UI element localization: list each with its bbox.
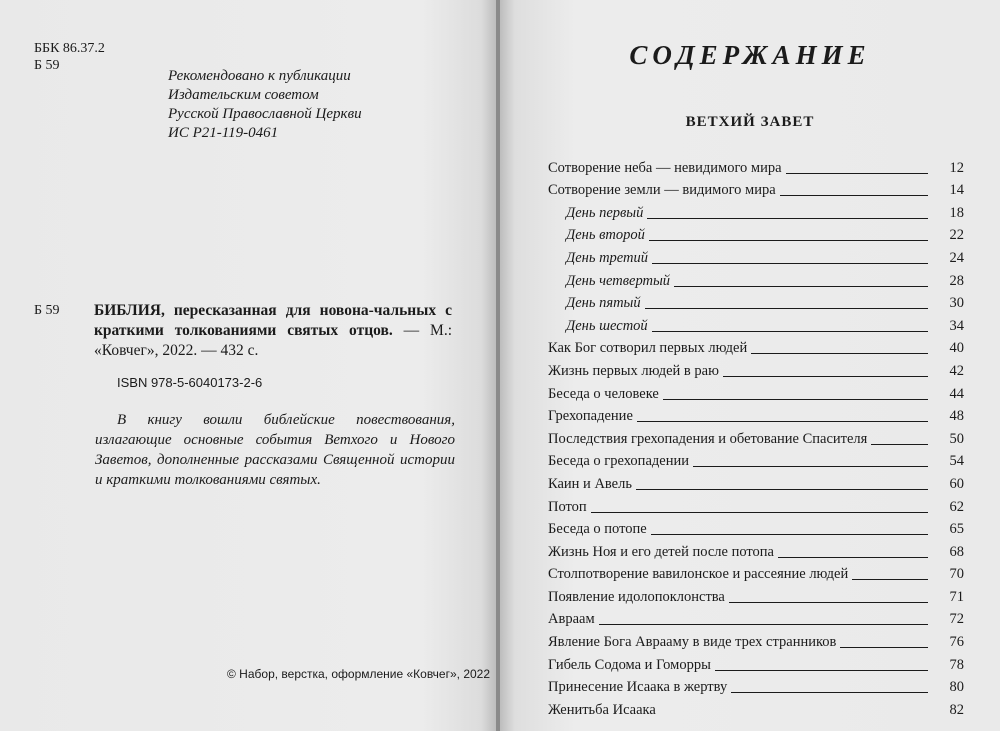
- toc-leader-line: [649, 239, 928, 241]
- toc-entry: [548, 561, 964, 584]
- recommend-line: Русской Православной Церкви: [168, 106, 362, 122]
- toc-entry-page: 71: [949, 588, 964, 605]
- toc-entry: [548, 448, 964, 471]
- toc-entry-page: 54: [949, 453, 964, 470]
- toc-entry-page: 82: [949, 701, 964, 718]
- toc-entry: [548, 403, 964, 426]
- toc-entry-title: Явление Бога Аврааму в виде трех странников: [548, 634, 837, 651]
- toc-title: СОДЕРЖАНИЕ: [629, 40, 871, 70]
- toc-entry: [548, 470, 964, 493]
- toc-entry: [548, 199, 964, 222]
- toc-entry-title: День третий: [566, 249, 649, 266]
- toc-leader-line: [636, 488, 928, 490]
- toc-leader-line: [871, 443, 928, 445]
- toc-entry-page: 76: [949, 634, 964, 651]
- catalog-code: Б 59: [34, 303, 60, 318]
- toc-leader-line: [729, 601, 928, 603]
- toc-leader-line: [723, 375, 928, 377]
- toc-entry-page: 70: [949, 566, 964, 583]
- toc-entry: [548, 312, 964, 335]
- toc-entry-page: 28: [949, 272, 964, 289]
- toc-entry-title: Сотворение земли — видимого мира: [548, 182, 776, 199]
- toc-entry-page: 50: [949, 430, 964, 447]
- toc-entry-title: Каин и Авель: [548, 475, 632, 492]
- toc-entry: [548, 538, 964, 561]
- toc-entry-title: День второй: [566, 227, 645, 244]
- toc-entry: [548, 696, 964, 719]
- copyright: © Набор, верстка, оформление «Ковчег», 2022: [227, 667, 491, 681]
- toc-entry: [548, 380, 964, 403]
- bibliographic-entry: [94, 301, 452, 361]
- toc-entry-page: 65: [949, 521, 964, 538]
- entry-title: БИБЛИЯ, пересказанная для новона-чальных с краткими толкованиями святых отцов.: [94, 302, 452, 339]
- toc-entry: [548, 516, 964, 539]
- toc-leader-line: [647, 217, 928, 219]
- toc-entry: [548, 335, 964, 358]
- toc-leader-line: [852, 578, 928, 580]
- toc-leader-line: [663, 398, 928, 400]
- toc-leader-line: [780, 194, 928, 196]
- toc-leader-line: [751, 352, 928, 354]
- toc-entry: [548, 628, 964, 651]
- toc-leader-line: [591, 511, 928, 513]
- bbk-classification: [34, 40, 105, 74]
- toc-entry-title: Жизнь Ноя и его детей после потопа: [548, 543, 774, 560]
- toc-entry: [548, 154, 964, 177]
- toc-entry-title: Появление идолопоклонства: [548, 588, 725, 605]
- toc-entry-title: Беседа о грехопадении: [548, 453, 689, 470]
- toc-entry-page: 18: [949, 204, 964, 221]
- toc-leader-line: [637, 420, 928, 422]
- isbn: ISBN 978-5-6040173-2-6: [117, 375, 263, 390]
- recommend-line: ИС Р21-119-0461: [168, 125, 279, 141]
- toc-entry-page: 34: [949, 317, 964, 334]
- toc-entry-page: 78: [949, 656, 964, 673]
- toc-entry-page: 22: [949, 227, 964, 244]
- toc-entry: [548, 425, 964, 448]
- toc-entry: [548, 493, 964, 516]
- toc-entry-title: Грехопадение: [548, 408, 633, 425]
- toc-entry-page: 62: [949, 498, 964, 515]
- toc-entry-page: 42: [949, 362, 964, 379]
- toc-entry-title: Как Бог сотворил первых людей: [548, 340, 748, 357]
- toc-entry-title: День четвертый: [566, 272, 671, 289]
- toc-entry-page: 48: [949, 408, 964, 425]
- toc-entry-page: 44: [949, 385, 964, 402]
- toc-leader-line: [651, 533, 928, 535]
- toc-entry-title: Авраам: [548, 611, 595, 628]
- toc-entry-page: 24: [949, 249, 964, 266]
- toc-entry-title: Беседа о человеке: [548, 385, 659, 402]
- toc-entry-title: Женитьба Исаака: [548, 701, 656, 718]
- toc-entry: [548, 267, 964, 290]
- toc-entry-title: Гибель Содома и Гоморры: [548, 656, 711, 673]
- bbk-author-mark: Б 59: [34, 58, 60, 73]
- toc-entry-page: 60: [949, 475, 964, 492]
- toc-entry-title: День шестой: [566, 317, 648, 334]
- toc-entry: [548, 244, 964, 267]
- toc-leader-line: [645, 307, 928, 309]
- toc-entry: [548, 583, 964, 606]
- toc-entry: [548, 651, 964, 674]
- toc-entry-title: Потоп: [548, 498, 587, 515]
- toc-leader-line: [674, 285, 928, 287]
- toc-entry: [548, 222, 964, 245]
- toc-leader-line: [840, 646, 928, 648]
- toc-entry-page: 72: [949, 611, 964, 628]
- left-page: [0, 0, 496, 731]
- publishing-recommendation: [168, 67, 362, 143]
- toc-entry: [548, 177, 964, 200]
- entry-imprint: — М.: «Ковчег», 2022. — 432 с.: [94, 322, 453, 359]
- toc-entry-page: 80: [949, 679, 964, 696]
- toc-entry-title: День пятый: [566, 295, 641, 312]
- toc-entry-page: 40: [949, 340, 964, 357]
- toc-entry-title: Принесение Исаака в жертву: [548, 679, 728, 696]
- toc-entry: [548, 606, 964, 629]
- toc-leader-line: [693, 465, 928, 467]
- toc-entry: [548, 357, 964, 380]
- toc-entry-page: 30: [949, 295, 964, 312]
- recommend-line: Издательским советом: [168, 87, 319, 103]
- toc-entry-title: Жизнь первых людей в раю: [548, 362, 719, 379]
- section-title: ВЕТХИЙ ЗАВЕТ: [685, 114, 815, 130]
- toc-entry-title: Беседа о потопе: [548, 521, 647, 538]
- annotation: В книгу вошли библейские повествования, излагающие основные события Ветхого и Нового Заветов, дополненные рассказами Священной истории и краткими толкованиями святых.: [95, 412, 455, 488]
- toc-leader-line: [715, 669, 928, 671]
- toc-leader-line: [731, 691, 928, 693]
- toc-leader-line: [786, 172, 928, 174]
- toc-entry-title: Сотворение неба — невидимого мира: [548, 159, 782, 176]
- table-of-contents: [548, 154, 964, 719]
- toc-entry-page: 68: [949, 543, 964, 560]
- toc-leader-line: [652, 330, 928, 332]
- bbk-line: ББК 86.37.2: [34, 41, 105, 56]
- toc-entry-page: 12: [949, 159, 964, 176]
- toc-entry: [548, 674, 964, 697]
- toc-entry: [548, 290, 964, 313]
- toc-entry-page: 14: [949, 182, 964, 199]
- toc-entry-title: Столпотворение вавилонское и рассеяние людей: [548, 566, 849, 583]
- toc-entry-title: День первый: [566, 204, 644, 221]
- toc-entry-title: Последствия грехопадения и обетование Спасителя: [548, 430, 868, 447]
- toc-leader-line: [652, 262, 928, 264]
- recommend-line: Рекомендовано к публикации: [168, 68, 351, 84]
- toc-leader-line: [599, 623, 928, 625]
- toc-leader-line: [778, 556, 928, 558]
